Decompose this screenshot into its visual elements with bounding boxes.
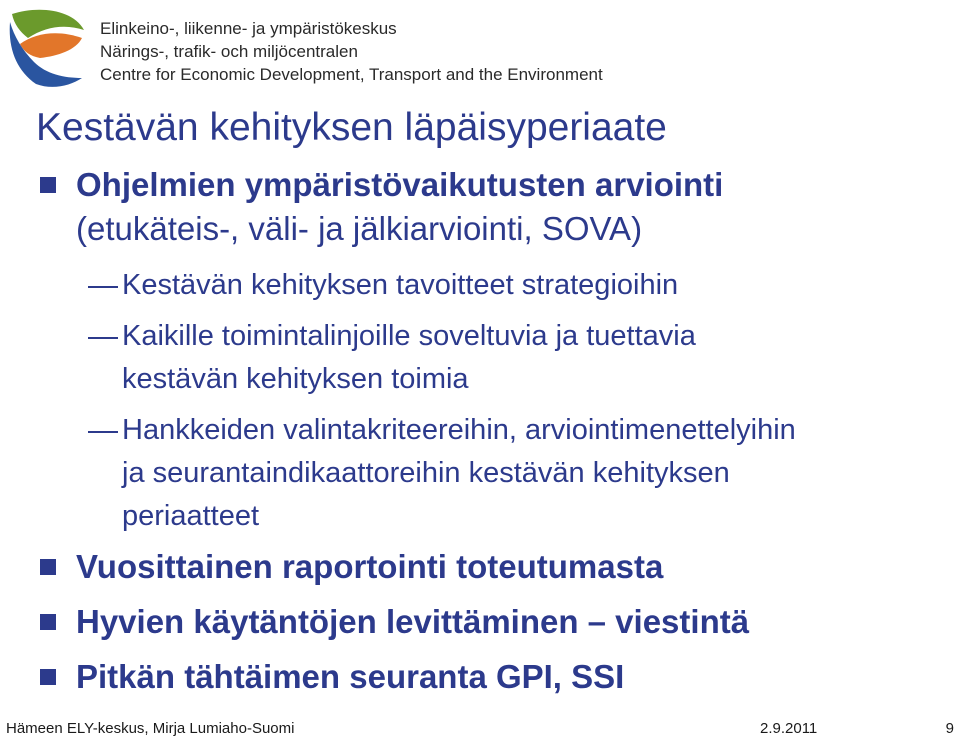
org-name-en: Centre for Economic Development, Transport and the Environment — [100, 65, 603, 84]
bullet-text: Vuosittainen raportointi toteutumasta — [76, 548, 664, 585]
sub-bullet-text: Hankkeiden valintakriteereihin, arviointimenettelyihin — [122, 414, 796, 446]
bullet-text: Pitkän tähtäimen seuranta GPI, SSI — [76, 658, 625, 695]
bullet-text: Hyvien käytäntöjen levittäminen – viestintä — [76, 603, 750, 640]
sub-bullet-text-continuation: kestävän kehityksen toimia — [122, 363, 469, 395]
ely-logo-icon — [6, 4, 88, 88]
bullet-square-icon — [40, 669, 56, 685]
sub-bullet-text: Kestävän kehityksen tavoitteet strategioihin — [122, 269, 679, 301]
org-name-fi: Elinkeino-, liikenne- ja ympäristökeskus — [100, 19, 397, 38]
sub-bullet-text: Kaikille toimintalinjoille soveltuvia ja tuettavia — [122, 320, 696, 352]
bullet-square-icon — [40, 177, 56, 193]
bullet-square-icon — [40, 614, 56, 630]
bullet-square-icon — [40, 559, 56, 575]
organization-name — [100, 17, 603, 86]
dash-icon — [88, 337, 118, 339]
bullet-text-continuation: (etukäteis-, väli- ja jälkiarviointi, SOVA) — [76, 210, 643, 247]
page-number: 9 — [945, 720, 954, 737]
dash-icon — [88, 431, 118, 433]
dash-icon — [88, 286, 118, 288]
slide-title: Kestävän kehityksen läpäisyperiaate — [36, 106, 667, 149]
org-name-sv: Närings-, trafik- och miljöcentralen — [100, 42, 358, 61]
sub-bullet-text-continuation: ja seurantaindikaattoreihin kestävän kehityksen — [122, 457, 730, 489]
slide-header — [0, 0, 960, 92]
footer-date: 2.9.2011 — [760, 720, 818, 737]
bullet-text: Ohjelmien ympäristövaikutusten arviointi — [76, 166, 724, 203]
footer-author: Hämeen ELY-keskus, Mirja Lumiaho-Suomi — [6, 720, 295, 737]
sub-bullet-text-continuation: periaatteet — [122, 500, 260, 532]
slide-footer — [0, 716, 960, 740]
